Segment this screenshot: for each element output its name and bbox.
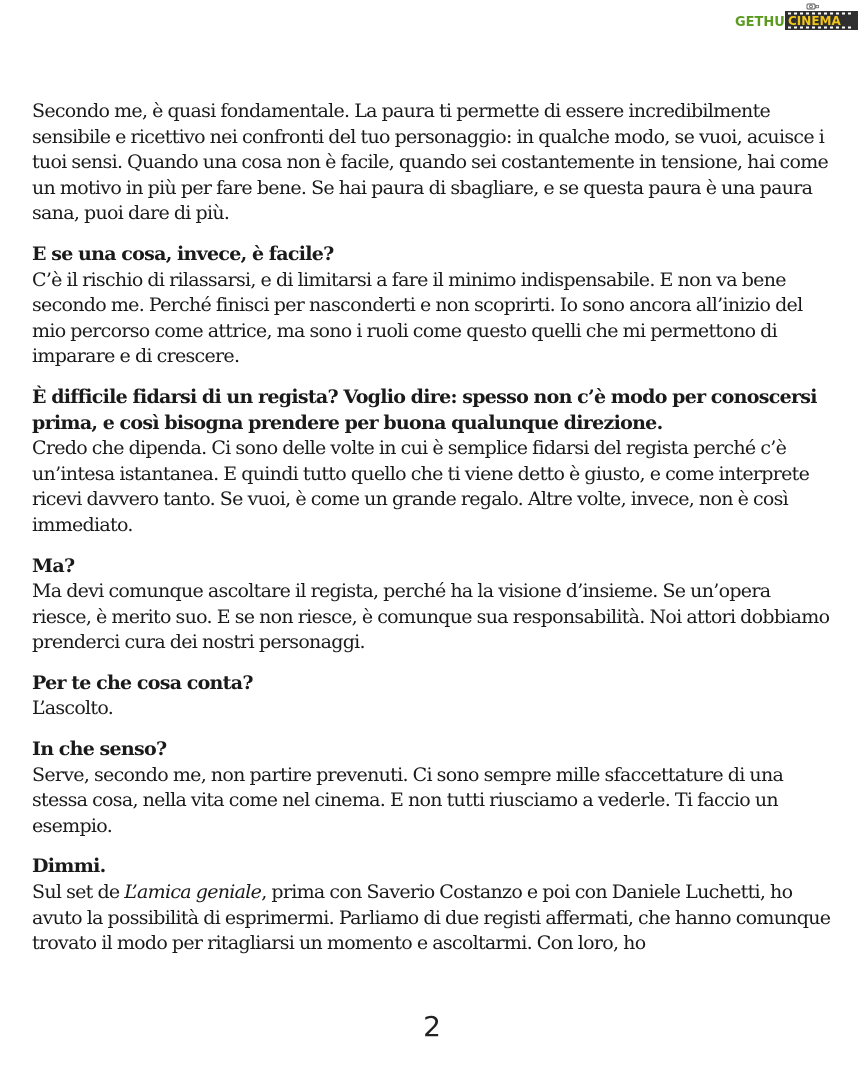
question-4: Per te che cosa conta? <box>32 671 253 694</box>
logo-graphic <box>732 2 860 32</box>
answer-1: C’è il rischio di rilassarsi, e di limitarsi a fare il minimo indispensabile. E non va bene secondo me. Perché finisci per nasconderti e non scoprirti. Io sono ancora all’inizio del mio percorso come attrice, ma sono i ruoli come questo quelli che mi permettono di imparare e di crescere. <box>32 268 803 368</box>
qa-block-3 <box>32 554 832 656</box>
question-6: Dimmi. <box>32 855 106 878</box>
answer-3: Ma devi comunque ascoltare il regista, perché ha la visione d’insieme. Se un’opera riesce, è merito suo. E se non riesce, è comunque sua responsabilità. Noi attori dobbiamo prenderci cura dei nostri personaggi. <box>32 580 830 654</box>
question-3: Ma? <box>32 554 75 577</box>
logo-text-part2: CINEMA <box>788 14 841 28</box>
qa-block-2 <box>32 385 832 539</box>
qa-block-5 <box>32 737 832 839</box>
camera-icon <box>807 4 819 9</box>
article-body <box>32 99 832 972</box>
page-number: 2 <box>423 1010 441 1043</box>
qa-block-1 <box>32 242 832 370</box>
answer-6-text-end: , prima con Saverio Costanzo e poi con Daniele Luchetti, ho avuto la possibilità di esprimermi. Parliamo di due registi affermati, che hanno comunque trovato il modo per ritagliarsi un momento e ascoltarmi. Con loro, ho <box>32 881 831 955</box>
question-2: È difficile fidarsi di un regista? Voglio dire: spesso non c’è modo per conoscersi prima, e così bisogna prendere per buona qualunque direzione. <box>32 385 817 434</box>
qa-block-6 <box>32 854 832 956</box>
intro-paragraph: Secondo me, è quasi fondamentale. La paura ti permette di essere incredibilmente sensibile e ricettivo nei confronti del tuo personaggio: in qualche modo, se vuoi, acuisce i tuoi sensi. Quando una cosa non è facile, quando sei costantemente in tensione, hai come un motivo in più per fare bene. Se hai paura di sbagliare, e se questa paura è una paura sana, puoi dare di più. <box>32 100 829 225</box>
answer-5: Serve, secondo me, non partire prevenuti. Ci sono sempre mille sfaccettature di una stessa cosa, nella vita come nel cinema. E non tutti riusciamo a vederle. Ti faccio un esempio. <box>32 763 784 837</box>
answer-4: L’ascolto. <box>32 697 114 720</box>
answer-2: Credo che dipenda. Ci sono delle volte in cui è semplice fidarsi del regista perché c’è un’intesa istantanea. E quindi tutto quello che ti viene detto è giusto, e come interprete ricevi davvero tanto. Se vuoi, è come un grande regalo. Altre volte, invece, non è così immediato. <box>32 437 810 536</box>
question-1: E se una cosa, invece, è facile? <box>32 242 334 265</box>
question-5: In che senso? <box>32 738 167 761</box>
qa-block-4 <box>32 671 832 722</box>
answer-6 <box>32 880 832 957</box>
film-title: L’amica geniale <box>124 881 262 904</box>
answer-6-text-start: Sul set de <box>32 881 125 904</box>
logo <box>732 2 860 32</box>
logo-text-part1: GETHU <box>735 15 785 30</box>
